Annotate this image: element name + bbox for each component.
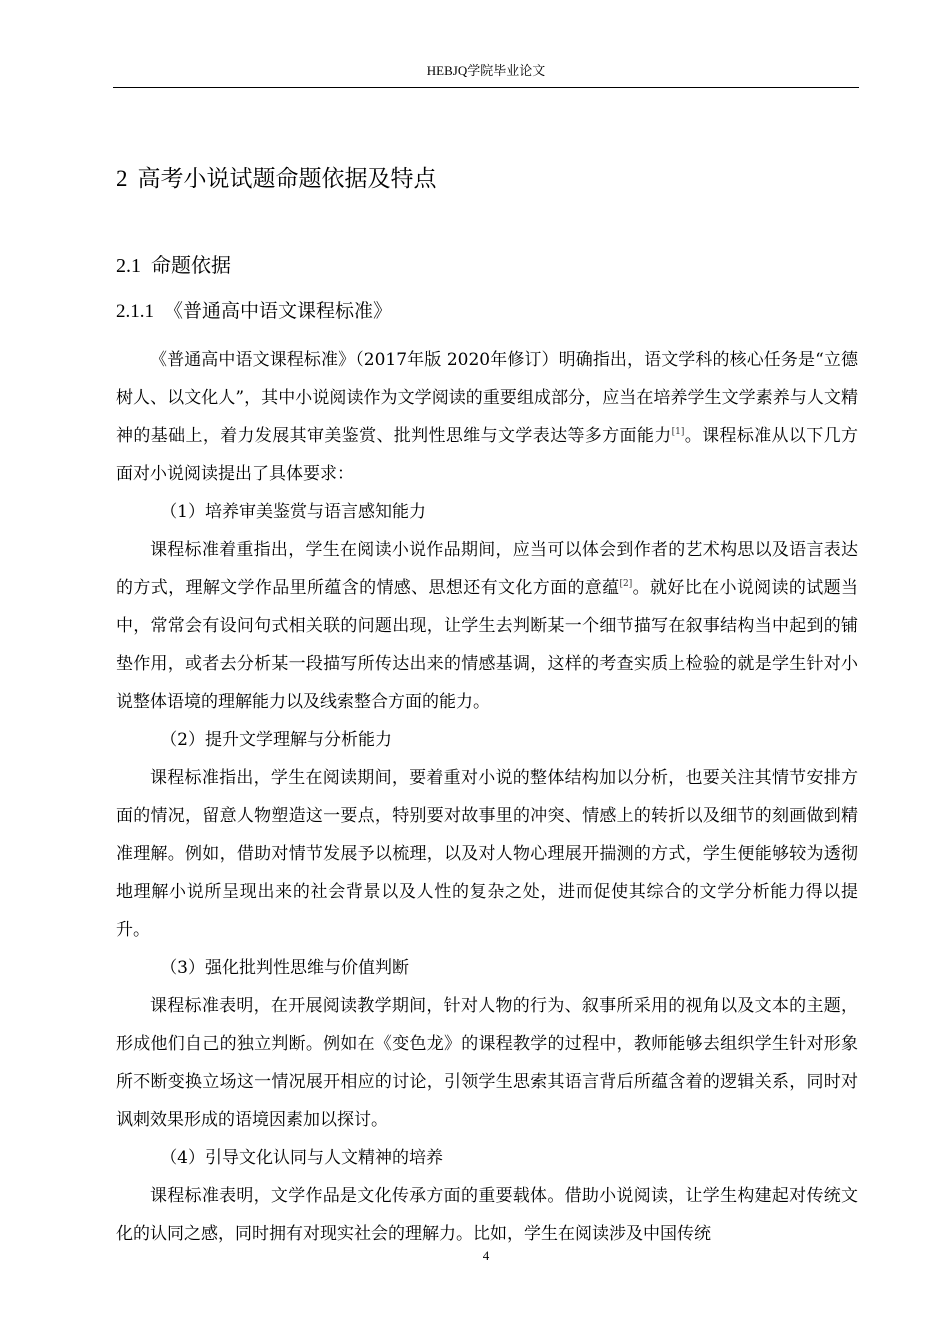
citation-ref-1: [1] <box>671 427 685 437</box>
body-text <box>116 341 858 1253</box>
page-number: 4 <box>482 1248 490 1263</box>
subsection-number: 2.1.1 <box>116 301 154 322</box>
list-item-3: （3）强化批判性思维与价值判断 <box>160 958 410 978</box>
paragraph-2-text-b: 。就好比在小说阅读的试题当中，常常会有设问句式相关联的问题出现，让学生去判断某一个细节描写在叙事结构当中起到的铺垫作用，或者去分析某一段描写所传达出来的情感基调，这样的考查实质上检验的就是学生针对小说整体语境的理解能力以及线索整合方面的能力。 <box>116 578 859 712</box>
citation-ref-2: [2] <box>619 579 633 589</box>
paragraph-4: 课程标准表明，在开展阅读教学期间，针对人物的行为、叙事所采用的视角以及文本的主题，形成他们自己的独立判断。例如在《变色龙》的课程教学的过程中，教师能够去组织学生针对形象所不断变换立场这一情况展开相应的讨论，引领学生思索其语言背后所蕴含着的逻辑关系，同时对讽刺效果形成的语境因素加以探讨。 <box>116 996 858 1130</box>
section-title: 命题依据 <box>151 253 231 277</box>
section-heading <box>116 250 231 281</box>
running-header: HEBJQ学院毕业论文 <box>426 63 546 78</box>
header-rule <box>113 87 859 88</box>
paragraph-2 <box>116 531 858 721</box>
section-number: 2.1 <box>116 255 141 277</box>
paragraph-5: 课程标准表明，文学作品是文化传承方面的重要载体。借助小说阅读，让学生构建起对传统文化的认同之感，同时拥有对现实社会的理解力。比如，学生在阅读涉及中国传统 <box>116 1186 858 1244</box>
paragraph-3: 课程标准指出，学生在阅读期间，要着重对小说的整体结构加以分析，也要关注其情节安排方面的情况，留意人物塑造这一要点，特别要对故事里的冲突、情感上的转折以及细节的刻画做到精准理解。例如，借助对情节发展予以梳理，以及对人物心理展开揣测的方式，学生便能够较为透彻地理解小说所呈现出来的社会背景以及人性的复杂之处，进而促使其综合的文学分析能力得以提升。 <box>116 768 858 940</box>
paragraph-1 <box>116 341 858 493</box>
paragraph-1-text-a: 《普通高中语文课程标准》（2017年版 2020年修订）明确指出，语文学科的核心任务是“立德树人、以文化人”，其中小说阅读作为文学阅读的重要组成部分，应当在培养学生文学素养与人文精神的基础上，着力发展其审美鉴赏、批判性思维与文学表达等多方面能力 <box>116 350 858 446</box>
chapter-number: 2 <box>116 166 128 191</box>
subsection-title: 《普通高中语文课程标准》 <box>164 300 393 322</box>
subsection-heading <box>116 296 392 327</box>
list-item-1: （1）培养审美鉴赏与语言感知能力 <box>160 502 427 522</box>
paragraph-2-text-a: 课程标准着重指出，学生在阅读小说作品期间，应当可以体会到作者的艺术构思以及语言表达的方式，理解文学作品里所蕴含的情感、思想还有文化方面的意蕴 <box>116 540 858 598</box>
chapter-heading <box>116 162 437 196</box>
chapter-title: 高考小说试题命题依据及特点 <box>137 166 437 192</box>
list-item-2: （2）提升文学理解与分析能力 <box>160 730 393 750</box>
paragraph-1-text-b: 。课程标准从以下几方面对小说阅读提出了具体要求： <box>116 426 859 484</box>
list-item-4: （4）引导文化认同与人文精神的培养 <box>160 1148 444 1168</box>
